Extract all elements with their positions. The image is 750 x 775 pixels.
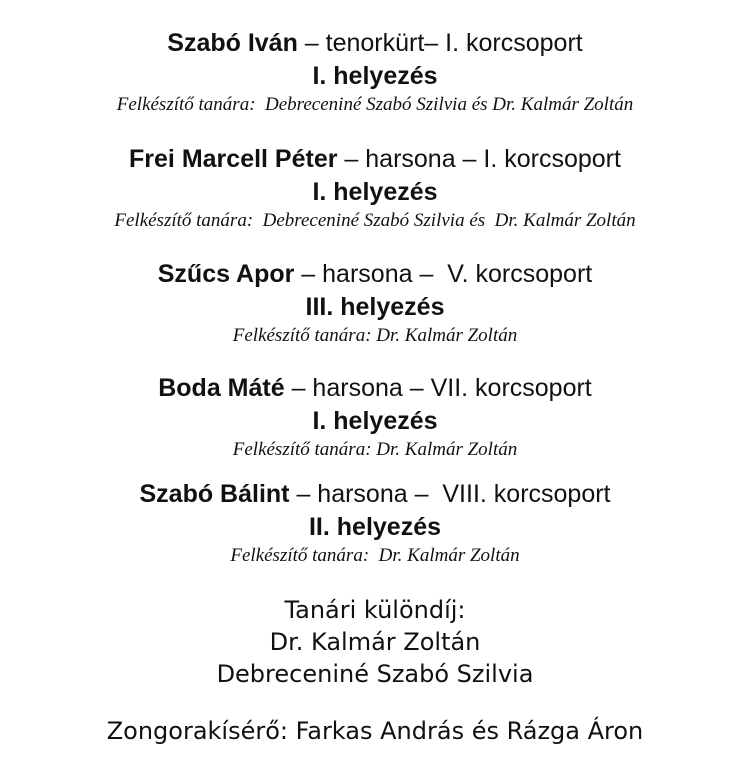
teacher-line: Felkészítő tanára: Debreceniné Szabó Szilvia és Dr. Kalmár Zoltán [116, 94, 634, 115]
student-line [0, 477, 750, 511]
instrument-group: – harsona – VII. korcsoport [284, 374, 592, 402]
accompanist-line: Zongorakísérő: Farkas András és Rázga Áron [106, 717, 644, 745]
teacher-award-recipient: Debreceniné Szabó Szilvia [216, 660, 534, 688]
placement: I. helyezés [312, 62, 438, 90]
student-line [0, 26, 750, 60]
result-entry [0, 477, 750, 569]
student-name: Szabó Iván [167, 29, 298, 57]
teacher-award [0, 594, 750, 690]
instrument-group: – tenorkürt– I. korcsoport [297, 29, 583, 57]
result-entry [0, 142, 750, 234]
teacher-line: Felkészítő tanára: Dr. Kalmár Zoltán [230, 545, 520, 566]
instrument-group: – harsona – VIII. korcsoport [289, 480, 611, 508]
teacher-award-title: Tanári különdíj: [284, 596, 466, 624]
placement: III. helyezés [305, 293, 445, 321]
result-entry [0, 26, 750, 118]
student-name: Szabó Bálint [139, 480, 290, 508]
student-name: Boda Máté [158, 374, 285, 402]
teacher-line: Felkészítő tanára: Dr. Kalmár Zoltán [232, 439, 518, 460]
teacher-award-recipient: Dr. Kalmár Zoltán [269, 628, 481, 656]
placement: II. helyezés [308, 513, 442, 541]
student-line [0, 371, 750, 405]
student-line [0, 257, 750, 291]
instrument-group: – harsona – V. korcsoport [294, 260, 593, 288]
instrument-group: – harsona – I. korcsoport [337, 145, 621, 173]
student-line [0, 142, 750, 176]
teacher-line: Felkészítő tanára: Dr. Kalmár Zoltán [232, 325, 518, 346]
result-entry [0, 257, 750, 349]
placement: I. helyezés [312, 178, 438, 206]
result-entry [0, 371, 750, 463]
student-name: Szűcs Apor [157, 260, 295, 288]
placement: I. helyezés [312, 407, 438, 435]
teacher-line: Felkészítő tanára: Debreceniné Szabó Szilvia és Dr. Kalmár Zoltán [114, 210, 636, 231]
student-name: Frei Marcell Péter [129, 145, 338, 173]
